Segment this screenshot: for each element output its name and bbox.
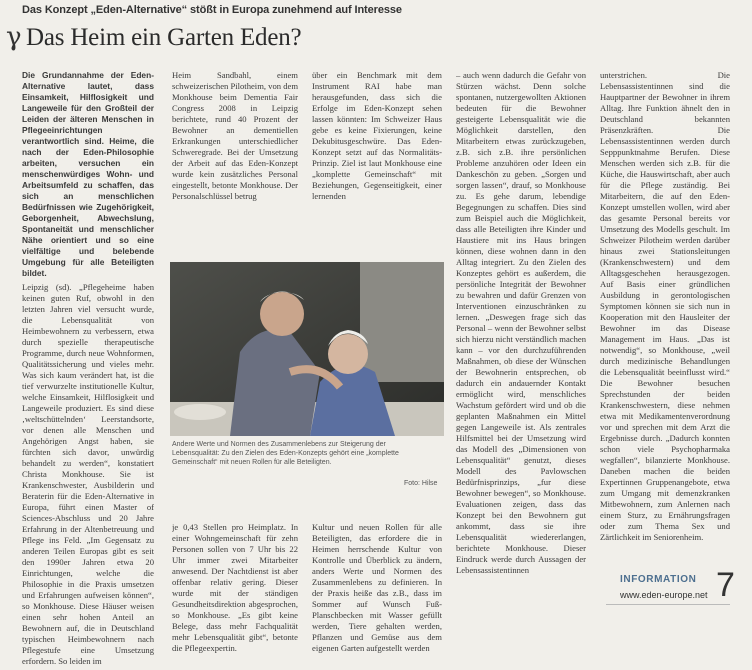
article-column-2-bottom xyxy=(172,522,298,670)
info-label: INFORMATION xyxy=(620,574,697,585)
body-paragraph: je 0,43 Stellen pro Heimplatz. In einer Wohngemeinschaft für zehn Personen sollen von 7 Uhr bis 22 Uhr immer zwei Mitarbeiter anwesend. Der Nachtdienst ist aber offenbar relativ gering. Dieser wurde mit der ständigen Gesundheitsdirektion abgesprochen, so Monkhouse. „Es gibt keine Belege, dass mehr Fachqualität mehr Lebensqualität gibt“, betonte die Pflegeexpertin. xyxy=(172,522,298,653)
body-paragraph: Kultur und neuen Rollen für alle Beteiligten, das erfordere die in Heimen herrschende Kultur von Kontrolle und Überblick zu ändern, anders Werte und Normen des Zusammenlebens zu definieren. In der Praxis heiße das z.B., dass im Sommer auf Wunsch Fuß-Planschbecken mit Wasser gefüllt werden, Tiere gehalten werden, Pflanzen und Gemüse aus dem eigenen Garten aufgestellt werden xyxy=(312,522,442,653)
body-paragraph: – auch wenn dadurch die Gefahr von Stürzen wächst. Denn solche spontanen, nutzergewollten Aktionen bedeuten für die Bewohner gesteigerte Lebensqualität wie die Möglichkeit darstellen, den Mitarbeitern etwas zurückzugeben, z.B. sich z.B. ihre persönlichen Probleme anzuhören oder Ideen ein Dankeschön zu geben. „Sorgen und sorgen lassen“, drauf, so Monkhouse zu. Es gehe darum, lebendige Begegnungen zu schaffen. Dies sind zum Beispiel auch die Möglichkeit, dass alle Beteiligten ihre Kinder und Haustiere mit ins Haus bringen können, diese wohnen dann in den Alltag integriert. Zu den Zielen des Konzeptes gehört es außerdem, die persönliche Integrität der Bewohner zu bewahren und dafür Grenzen von Interventionen einzuschränken zu lernen. „Deswegen frage sich das Personal – wenn der Bewohner selbst sich hierzu nicht verständlich machen kann – vor den durchzuführenden Maßnahmen, ob diese der Wünschen der Bewohnerin entsprechen, ob dadurch ein andauernder Kontakt ermöglicht wird, menschliches Wachstum gefördert wird und ob die geplanten Maßnahmen ein Mittel gegen Langeweile ist. Als zentrales Hilfsmittel bei der Umsetzung wird das Modell des „Dimensionen von Lebensqualität“ genutzt, dieses Modell des Pavlowschen Bedürfnisprinzips, „fur diese Bewohner bewegen“, so Monkhouse. Evaluationen zeigen, dass das Konzept bei den Bewohnern gut ankommt, dass sie ihre Lebensqualität wiedererlangen, berichtete Monkhouse. Dieser Eindruck werde durch Aussagen der Lebensassistentinnen xyxy=(456,70,586,575)
headline: Das Heim ein Garten Eden? xyxy=(26,24,302,51)
article-column-3-top xyxy=(312,70,442,260)
info-url-link[interactable]: www.eden-europe.net xyxy=(620,590,708,600)
body-paragraph: Heim Sandbahl, einem schweizerischen Pilotheim, von dem Monkhouse beim Dementia Fair Congress 2008 in Leipzig berichtete, rund 40 Prozent der Bewohner an dementiellen Erkrankungen unterschiedlicher Schweregrade. Bei der Umsetzung der Arbeit auf das Eden-Konzept wurde kein zusätzliches Personal eingestellt, betonte Monkhouse. Der Personalschlüssel betrug xyxy=(172,70,298,201)
lead-paragraph: Die Grundannahme der Eden-Alternative lautet, dass Einsamkeit, Hilflosigkeit und Langeweile für den Großteil der Leiden der älteren Menschen in Pflegeeinrichtungen verantwortlich sind. Heime, die nach der Eden-Philosophie arbeiten, versuchen ein menschenwürdiges Wohn- und Arbeitsumfeld zu schaffen, das sich an menschlichen Bedürfnissen wie Zugehörigkeit, Geborgenheit, Abwechslung, Spontaneität und menschlicher Nähe orientiert und so eine vielfältige und belebende Umgebung für alle Beteiligten bildet. xyxy=(22,70,154,278)
photo-elderly-couple xyxy=(170,262,444,436)
body-paragraph: unterstrichen. Die Lebensassistentinnen sind die Hauptpartner der Bewohner in ihrem Alltag. Ihre Funktion ähnelt den in Deutschland bekannten Präsenzkräften. Die Lebensassistentinnen werden durch Sepppunktnahme Berufen. Diese Menschen werden sich z.B. für die Küche, die Hauswirtschaft, aber auch für die Pflege zuständig. Bei Mitarbeitern, die auf den Eden-Konzept umstellen wollen, wird aber das gesamte Personal bereits vor Umsetzung des Modells geschult. Im Schweizer Pilotheim werden darüber hinaus zwei Stationsleitungen (Krankenschwestern) und dem Alltagsgeschehen herausgezogen. Auf Basis einer gründlichen Ausbildung in gerontologischen Symptomen können sie sich nun in Kooperation mit den Hausleiter der Bewohner im das Disease Management im Haus. „Das ist notwendig“, so Monkhouse, „weil durch medizinische Behandlungen die Lebensqualität beeinflusst wird.“ Die Bewohner besuchen Sprechstunden der beiden Krankenschwestern, diese nehmen etwa mit Medikamentenverordnung vor und sprechen mit dem Arzt die Ergebnisse durch. „Dadurch konnten schon viele Psychopharmaka wegfallen“, bilanzierte Monkhouse. Daneben machen die beiden Expertinnen Gruppenangebote, etwa zum Umgang mit demenzkranken Mitbewohnern, zum Anlernen nach einem Sturz, zu Ernährungsfragen oder zum Thema Sex und Zärtlichkeit im Seniorenheim. xyxy=(600,70,730,542)
body-paragraph: Leipzig (sd). „Pflegeheime haben keinen guten Ruf, obwohl in den letzten Jahren viel versucht wurde, die Lebensqualität von Heimbewohnern zu verbessern, etwa durch spezielle therapeutische Programme, durch neue Wohnformen, Qualitätssicherung und vieles mehr. Was sich kaum verändert hat, ist die tief verwurzelte institutionelle Kultur, welche Einsamkeit, Hilflosigkeit und Langeweile produziert. Es sind diese ‚weltschüttelnden‘ Leerstandsorte, vor denen alle Menschen und Angehörigen Angst haben, sie fürchten sich davor, unwürdig behandelt zu werden“, konstatiert Christa Monkhouse. Sie ist Krankenschwester, Ausbilderin und Beraterin für die Eden-Alternative in Europa, führt einen Master of Sciences-Abschluss und 20 Jahre Erfahrung in der Altenbetreuung und Pflege ins Feld. „Im Gegensatz zu anderen Teilen Europas gibt es seit den 1990er Jahren etwa 20 Einrichtungen, welche die Philosophie in die Praxis umsetzen und Erfahrungen aufweisen können“, so Monkhouse. Diese Häuser weisen einen sehr hohen Anteil an Bewohnern auf, die in Deutschland typischen Heimbewohnern nach Pflegestufe eine Umsetzung erfordern. So leiden im xyxy=(22,282,154,666)
article-column-1 xyxy=(22,70,154,670)
headline-hook-mark: γ xyxy=(6,22,22,52)
article-column-4 xyxy=(456,70,586,670)
article-photo xyxy=(170,262,444,436)
article-column-3-bottom xyxy=(312,522,442,670)
info-divider xyxy=(606,604,730,605)
photo-caption: Andere Werte und Normen des Zusammenlebens zur Steigerung der Lebensqualität: Zu den Zielen des Eden-Konzepts gehört eine „komplette Gemeinschaft“ mit neuen Rollen für alle Beteiligten. xyxy=(172,441,399,466)
body-paragraph: über ein Benchmark mit dem Instrument RAI habe man herausgefunden, dass sich die Erfolge im Eden-Konzept sehen lassen könnten: Im Schweizer Haus gebe es keine Fixierungen, keine Dekubitusgeschwüre. Das Eden-Konzept setzt auf das Normalitäts-Prinzip. Ziel ist laut Monkhouse eine „komplette Gemeinschaft“ mit Beziehungen, Gegenseitigkeit, einer lernenden xyxy=(312,70,442,201)
photo-credit: Foto: Hilse xyxy=(404,480,438,487)
article-column-2-top xyxy=(172,70,298,260)
page-number: 7 xyxy=(716,566,735,604)
kicker: Das Konzept „Eden-Alternative“ stößt in Europa zunehmend auf Interesse xyxy=(22,4,402,16)
article-column-5 xyxy=(600,70,730,570)
